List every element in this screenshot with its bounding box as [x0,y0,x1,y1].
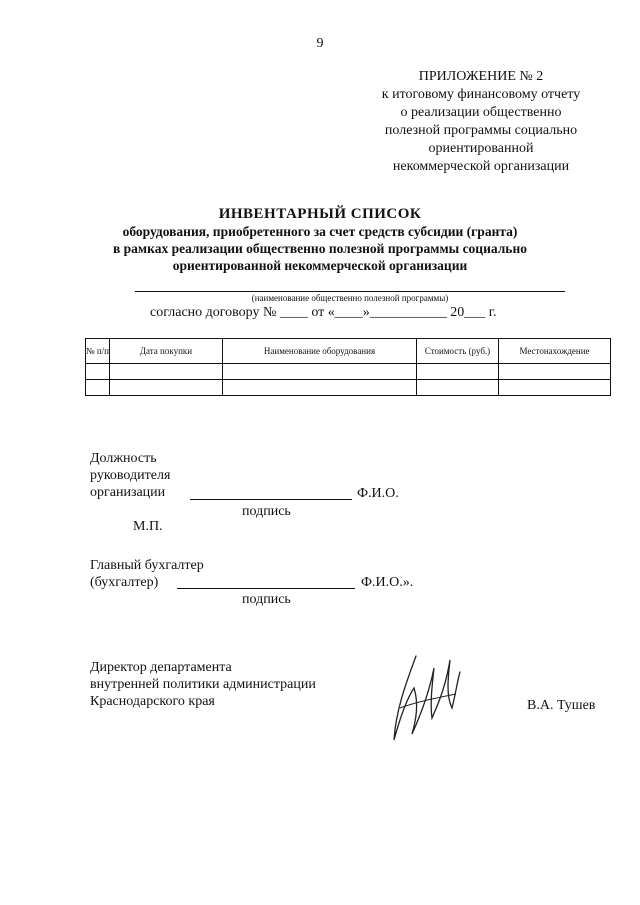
table-cell [110,364,223,380]
page-number: 9 [316,36,324,51]
table-row [86,380,611,396]
header-cost: Стоимость (руб.) [417,339,499,364]
director-line: Директор департамента [90,660,232,675]
director-line: внутренней политики администрации [90,677,316,692]
accountant-sign-caption: подпись [242,592,291,607]
document-title [60,206,580,274]
label-line: организации [90,485,166,500]
head-sign-caption: подпись [242,504,291,519]
head-position-label [90,450,170,501]
handwritten-signature [386,648,464,748]
table-cell [499,380,611,396]
appendix-line: полезной программы социально [384,123,578,138]
table-header-row [86,339,611,364]
accountant-fio: Ф.И.О.». [361,575,414,590]
table-cell [110,380,223,396]
contract-line: согласно договору № ____ от «____»___________ 20___ г. [150,305,497,320]
appendix-header [366,68,596,176]
table-cell [223,364,417,380]
title-line: в рамках реализации общественно полезной программы социально [113,241,527,256]
table-cell [417,364,499,380]
title-line: ориентированной некоммерческой организации [172,258,468,273]
title-line: оборудования, приобретенного за счет средств субсидии (гранта) [122,224,518,239]
inventory-table [85,338,611,396]
program-name-line [135,291,565,292]
table-cell [223,380,417,396]
program-name-caption: (наименование общественно полезной программы) [251,293,449,303]
header-equipment-name: Наименование оборудования [223,339,417,364]
appendix-line: о реализации общественно [400,105,562,120]
table-cell [499,364,611,380]
header-location: Местонахождение [499,339,611,364]
appendix-line: ориентированной [428,141,534,156]
label-line: руководителя [90,468,171,483]
table-row [86,364,611,380]
appendix-line: ПРИЛОЖЕНИЕ № 2 [418,69,544,84]
table-cell [417,380,499,396]
label-line: Главный бухгалтер [90,558,204,573]
accountant-signature-line [177,588,355,589]
header-number: № п/п [86,339,110,364]
head-signature-line [190,499,352,500]
head-fio: Ф.И.О. [357,486,399,501]
director-line: Краснодарского края [90,694,215,709]
stamp-placeholder: М.П. [133,519,163,534]
header-purchase-date: Дата покупки [110,339,223,364]
title-main: ИНВЕНТАРНЫЙ СПИСОК [218,206,422,222]
appendix-line: некоммерческой организации [392,159,570,174]
label-line: Должность [90,451,157,466]
director-title [90,659,316,710]
director-name: В.А. Тушев [527,698,596,713]
table-cell [86,364,110,380]
table-cell [86,380,110,396]
accountant-label [90,557,204,591]
label-line: (бухгалтер) [90,575,159,590]
appendix-line: к итоговому финансовому отчету [381,87,581,102]
